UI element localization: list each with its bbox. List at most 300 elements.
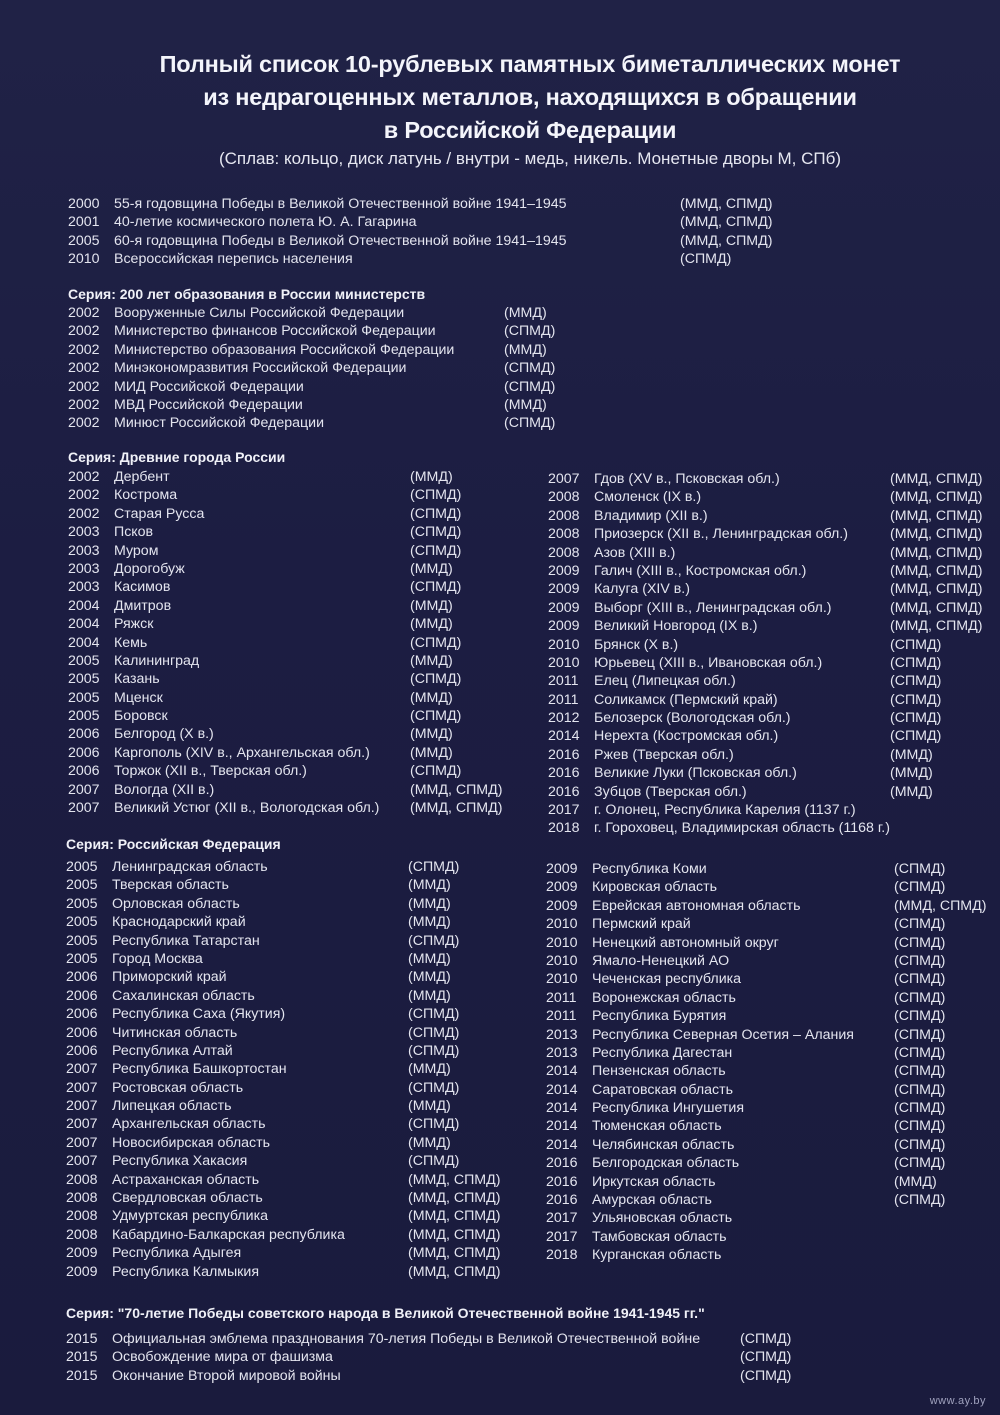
item-name: Иркутская область: [592, 1173, 716, 1190]
list-item: [66, 1244, 536, 1262]
item-year: 2012: [548, 710, 580, 727]
item-name: 55-я годовщина Победы в Великой Отечественной войне 1941–1945: [114, 196, 567, 212]
list-item: [546, 1154, 998, 1172]
list-item: [68, 304, 668, 322]
list-item: [548, 819, 998, 837]
item-name: Министерство финансов Российской Федерации: [114, 323, 436, 340]
list-item: [66, 858, 536, 876]
list-item: [548, 746, 998, 764]
item-year: 2003: [68, 560, 100, 577]
item-name: Елец (Липецкая обл.): [594, 673, 736, 690]
item-name: Дмитров: [114, 597, 172, 614]
item-mint: (ММД, СПМД): [680, 214, 773, 231]
item-name: Всероссийская перепись населения: [114, 251, 353, 268]
item-mint: (ММД, СПМД): [408, 1171, 501, 1188]
list-item: [68, 744, 538, 762]
item-name: Боровск: [114, 708, 168, 725]
item-year: 2006: [66, 1024, 98, 1041]
list-item: [546, 970, 998, 988]
item-year: 2018: [546, 1247, 578, 1264]
list-item: [546, 1081, 998, 1099]
item-mint: (СПМД): [408, 1153, 460, 1170]
item-name: Выборг (XIII в., Ленинградская обл.): [594, 599, 832, 616]
item-year: 2009: [66, 1245, 98, 1262]
list-item: [66, 932, 536, 950]
section-heading-victory70: Серия: "70-летие Победы советского народа в Великой Отечественной войне 1941-1945 гг.": [66, 1305, 705, 1321]
item-name: Тюменская область: [592, 1118, 722, 1135]
list-item: [546, 915, 998, 933]
item-mint: (СПМД): [408, 1042, 460, 1059]
item-mint: (СПМД): [410, 542, 462, 559]
item-year: 2007: [66, 1116, 98, 1133]
page-title: [60, 48, 1000, 147]
item-year: 2002: [68, 378, 100, 395]
list-item: [548, 507, 998, 525]
item-year: 2015: [66, 1331, 98, 1347]
item-year: 2007: [66, 1098, 98, 1115]
item-name: Белгородская область: [592, 1155, 740, 1172]
item-name: Воронежская область: [592, 989, 736, 1006]
watermark: www.ay.by: [929, 1395, 986, 1407]
list-item: [546, 1228, 998, 1246]
title-line-3: в Российской Федерации: [383, 117, 677, 143]
list-item: [66, 1115, 536, 1133]
title-line-2: из недрагоценных металлов, находящихся в обращении: [203, 84, 857, 110]
list-item: [548, 599, 998, 617]
item-mint: (СПМД): [504, 378, 556, 395]
item-name: Соликамск (Пермский край): [594, 691, 778, 708]
item-mint: (СПМД): [890, 673, 942, 690]
item-name: Новосибирская область: [112, 1134, 271, 1151]
list-item: [68, 213, 788, 231]
item-name: Владимир (XII в.): [594, 507, 708, 524]
item-mint: (ММД): [408, 1098, 451, 1115]
item-mint: (СПМД): [894, 971, 946, 988]
item-name: Псков: [114, 524, 154, 541]
item-name: Торжок (XII в., Тверская обл.): [114, 763, 307, 780]
item-year: 2009: [66, 1263, 98, 1280]
list-item: [68, 725, 538, 743]
list-item: [548, 544, 998, 562]
item-mint: (ММД): [410, 616, 453, 633]
item-name: г. Олонец, Республика Карелия (1137 г.): [594, 802, 856, 819]
list-item: [548, 562, 998, 580]
list-item: [66, 1097, 536, 1115]
item-year: 2014: [546, 1136, 578, 1153]
item-mint: (ММД, СПМД): [890, 489, 983, 506]
item-year: 2015: [66, 1367, 98, 1384]
item-name: Юрьевец (XIII в., Ивановская обл.): [594, 654, 823, 671]
item-mint: (СПМД): [890, 728, 942, 745]
item-mint: (СПМД): [894, 934, 946, 951]
item-name: Город Москва: [112, 950, 203, 967]
item-mint: (СПМД): [408, 1024, 460, 1041]
item-year: 2008: [548, 544, 580, 561]
item-name: Архангельская область: [112, 1116, 266, 1133]
item-name: Республика Хакасия: [112, 1153, 248, 1170]
item-name: Республика Саха (Якутия): [112, 1006, 286, 1023]
item-name: Амурская область: [592, 1192, 712, 1209]
item-year: 2017: [548, 802, 580, 819]
list-item: [546, 952, 998, 970]
list-item: [68, 486, 538, 504]
item-year: 2008: [548, 489, 580, 506]
list-item: [68, 615, 538, 633]
list-item: [68, 359, 668, 377]
item-year: 2005: [68, 708, 100, 725]
item-year: 2016: [548, 746, 580, 763]
item-mint: (ММД, СПМД): [890, 544, 983, 561]
item-year: 2006: [68, 726, 100, 743]
item-mint: (ММД, СПМД): [890, 507, 983, 524]
item-year: 2004: [68, 616, 100, 633]
list-item: [68, 560, 538, 578]
item-name: Кострома: [114, 487, 178, 504]
list-item: [548, 580, 998, 598]
item-mint: (ММД, СПМД): [408, 1263, 501, 1280]
item-mint: (ММД, СПМД): [408, 1226, 501, 1243]
section-heading-ancient-towns: Серия: Древние города России: [68, 449, 286, 465]
list-item: [546, 1117, 998, 1135]
ancient-towns-left-list: [68, 468, 538, 817]
item-year: 2008: [66, 1226, 98, 1243]
item-year: 2009: [548, 562, 580, 579]
item-mint: (СПМД): [894, 879, 946, 896]
item-year: 2010: [546, 916, 578, 933]
item-name: Министерство образования Российской Федерации: [114, 341, 455, 358]
item-year: 2006: [68, 763, 100, 780]
item-mint: (ММД, СПМД): [890, 562, 983, 579]
ministries-list: [68, 304, 668, 433]
item-year: 2001: [68, 214, 100, 231]
item-year: 2002: [68, 415, 100, 432]
item-year: 2003: [68, 542, 100, 559]
item-mint: (ММД): [408, 987, 451, 1004]
item-year: 2018: [548, 820, 580, 837]
item-year: 2002: [68, 487, 100, 504]
list-item: [66, 1171, 536, 1189]
item-mint: (ММД): [408, 877, 451, 894]
list-item: [548, 783, 998, 801]
item-name: Астраханская область: [112, 1171, 260, 1188]
list-item: [66, 1024, 536, 1042]
item-mint: (СПМД): [410, 579, 462, 596]
item-name: Республика Башкортостан: [112, 1061, 287, 1078]
item-name: Освобождение мира от фашизма: [112, 1349, 333, 1366]
item-name: Кемь: [114, 634, 148, 651]
item-year: 2017: [546, 1210, 578, 1227]
list-item: [546, 1044, 998, 1062]
item-year: 2007: [548, 471, 580, 487]
item-name: Минэкономразвития Российской Федерации: [114, 360, 407, 377]
item-year: 2002: [68, 323, 100, 340]
item-year: 2009: [548, 581, 580, 598]
item-name: Ямало-Ненецкий АО: [592, 952, 730, 969]
list-item: [68, 689, 538, 707]
item-mint: (СПМД): [410, 505, 462, 522]
list-item: [68, 670, 538, 688]
item-name: Окончание Второй мировой войны: [112, 1367, 341, 1384]
item-year: 2017: [546, 1228, 578, 1245]
list-item: [548, 617, 998, 635]
item-mint: (ММД, СПМД): [680, 196, 773, 212]
item-name: Касимов: [114, 579, 171, 596]
item-name: Галич (XIII в., Костромская обл.): [594, 562, 807, 579]
list-item: [68, 414, 668, 432]
list-item: [66, 1330, 826, 1348]
item-name: г. Гороховец, Владимирская область (1168 г.): [594, 820, 890, 837]
list-item: [66, 913, 536, 931]
item-mint: (СПМД): [894, 952, 946, 969]
item-name: Мценск: [114, 689, 163, 706]
list-item: [68, 341, 668, 359]
item-name: Гдов (XV в., Псковская обл.): [594, 471, 780, 487]
item-mint: (СПМД): [504, 415, 556, 432]
item-year: 2006: [68, 744, 100, 761]
item-name: Пермский край: [592, 916, 691, 933]
list-item: [546, 1062, 998, 1080]
item-name: Муром: [114, 542, 159, 559]
list-item: [66, 1005, 536, 1023]
item-mint: (ММД, СПМД): [890, 581, 983, 598]
list-item: [66, 1079, 536, 1097]
item-name: Республика Дагестан: [592, 1044, 733, 1061]
item-year: 2014: [546, 1063, 578, 1080]
item-name: Ростовская область: [112, 1079, 244, 1096]
item-year: 2002: [68, 396, 100, 413]
list-item: [546, 1209, 998, 1227]
item-year: 2007: [66, 1079, 98, 1096]
item-name: Курганская область: [592, 1247, 722, 1264]
item-mint: (ММД): [890, 765, 933, 782]
item-year: 2010: [546, 934, 578, 951]
item-mint: (ММД): [410, 560, 453, 577]
item-mint: (СПМД): [410, 763, 462, 780]
item-year: 2006: [66, 987, 98, 1004]
item-mint: (СПМД): [408, 932, 460, 949]
item-name: Калуга (XIV в.): [594, 581, 690, 598]
item-mint: (ММД): [410, 689, 453, 706]
item-year: 2003: [68, 524, 100, 541]
item-name: Каргополь (XIV в., Архангельская обл.): [114, 744, 370, 761]
list-item: [546, 989, 998, 1007]
item-mint: (ММД): [504, 305, 547, 321]
item-mint: (СПМД): [410, 634, 462, 651]
item-mint: (ММД, СПМД): [408, 1208, 501, 1225]
item-mint: (СПМД): [408, 1006, 460, 1023]
item-year: 2005: [66, 877, 98, 894]
item-mint: (СПМД): [894, 861, 946, 877]
item-mint: (СПМД): [894, 1100, 946, 1117]
list-item: [66, 1134, 536, 1152]
item-year: 2011: [548, 673, 579, 690]
item-mint: (СПМД): [894, 989, 946, 1006]
item-name: Читинская область: [112, 1024, 238, 1041]
intro-list: [68, 195, 788, 269]
item-mint: (ММД): [408, 914, 451, 931]
item-mint: (СПМД): [504, 360, 556, 377]
item-name: МВД Российской Федерации: [114, 396, 303, 413]
item-mint: (ММД): [894, 1173, 937, 1190]
list-item: [546, 1136, 998, 1154]
item-name: Чеченская республика: [592, 971, 742, 988]
item-year: 2015: [66, 1349, 98, 1366]
list-item: [66, 950, 536, 968]
item-mint: (ММД, СПМД): [890, 471, 983, 487]
item-name: Приморский край: [112, 969, 227, 986]
item-year: 2007: [68, 800, 100, 817]
list-item: [546, 1191, 998, 1209]
list-item: [66, 1367, 826, 1385]
item-mint: (СПМД): [890, 691, 942, 708]
item-name: Вооруженные Силы Российской Федерации: [114, 305, 405, 321]
item-mint: (СПМД): [894, 1155, 946, 1172]
list-item: [68, 542, 538, 560]
list-item: [68, 781, 538, 799]
item-name: Республика Северная Осетия – Алания: [592, 1026, 854, 1043]
list-item: [66, 987, 536, 1005]
list-item: [548, 636, 998, 654]
item-name: Белгород (X в.): [114, 726, 214, 743]
item-name: Официальная эмблема празднования 70-летия Победы в Великой Отечественной войне: [112, 1331, 701, 1347]
item-mint: (ММД, СПМД): [894, 897, 987, 914]
item-name: Вологда (XII в.): [114, 781, 215, 798]
ancient-towns-right-list: [548, 470, 998, 838]
item-year: 2005: [66, 932, 98, 949]
list-item: [546, 1246, 998, 1264]
item-mint: (ММД): [408, 1061, 451, 1078]
item-name: Нерехта (Костромская обл.): [594, 728, 779, 745]
item-year: 2014: [546, 1081, 578, 1098]
item-name: Липецкая область: [112, 1098, 232, 1115]
item-mint: (СПМД): [408, 1116, 460, 1133]
item-name: Смоленск (IX в.): [594, 489, 702, 506]
item-year: 2007: [68, 781, 100, 798]
list-item: [548, 691, 998, 709]
item-mint: (СПМД): [894, 916, 946, 933]
item-mint: (ММД): [504, 341, 547, 358]
item-mint: (ММД): [408, 1134, 451, 1151]
item-name: Азов (XIII в.): [594, 544, 676, 561]
item-year: 2016: [548, 765, 580, 782]
item-name: Пензенская область: [592, 1063, 726, 1080]
item-year: 2016: [546, 1173, 578, 1190]
item-year: 2016: [548, 783, 580, 800]
item-year: 2005: [66, 950, 98, 967]
list-item: [548, 654, 998, 672]
list-item: [66, 876, 536, 894]
list-item: [66, 1263, 536, 1281]
item-mint: (СПМД): [890, 636, 942, 653]
item-mint: (ММД): [408, 895, 451, 912]
list-item: [66, 1042, 536, 1060]
item-mint: (СПМД): [740, 1331, 792, 1347]
item-year: 2005: [66, 859, 98, 875]
item-mint: (СПМД): [890, 654, 942, 671]
item-year: 2004: [68, 597, 100, 614]
list-item: [66, 1207, 536, 1225]
item-year: 2005: [68, 689, 100, 706]
item-mint: (ММД): [890, 746, 933, 763]
item-year: 2014: [548, 728, 580, 745]
item-mint: (ММД): [890, 783, 933, 800]
item-name: Краснодарский край: [112, 914, 246, 931]
list-item: [548, 672, 998, 690]
item-name: Дорогобуж: [114, 560, 185, 577]
list-item: [66, 968, 536, 986]
item-year: 2005: [68, 652, 100, 669]
item-name: Орловская область: [112, 895, 240, 912]
item-year: 2008: [66, 1208, 98, 1225]
item-year: 2006: [66, 969, 98, 986]
item-year: 2006: [66, 1006, 98, 1023]
item-year: 2007: [66, 1134, 98, 1151]
item-year: 2008: [548, 507, 580, 524]
item-name: Брянск (X в.): [594, 636, 679, 653]
item-year: 2011: [546, 989, 577, 1006]
list-item: [68, 707, 538, 725]
list-item: [548, 764, 998, 782]
item-year: 2009: [546, 861, 578, 877]
list-item: [546, 860, 998, 878]
item-year: 2007: [66, 1153, 98, 1170]
item-name: МИД Российской Федерации: [114, 378, 304, 395]
list-item: [68, 762, 538, 780]
item-year: 2016: [546, 1155, 578, 1172]
list-item: [68, 250, 788, 268]
item-name: Калининград: [114, 652, 200, 669]
item-mint: (ММД, СПМД): [680, 232, 773, 249]
list-item: [68, 396, 668, 414]
item-year: 2002: [68, 505, 100, 522]
item-mint: (ММД): [408, 950, 451, 967]
item-mint: (СПМД): [410, 671, 462, 688]
item-year: 2011: [548, 691, 579, 708]
list-item: [68, 195, 788, 213]
item-mint: (ММД): [408, 969, 451, 986]
list-item: [68, 378, 668, 396]
item-mint: (ММД): [410, 652, 453, 669]
item-year: 2013: [546, 1026, 578, 1043]
list-item: [546, 1173, 998, 1191]
item-name: Республика Бурятия: [592, 1008, 727, 1025]
item-name: Республика Алтай: [112, 1042, 233, 1059]
list-item: [68, 523, 538, 541]
item-year: 2016: [546, 1192, 578, 1209]
item-name: Еврейская автономная область: [592, 897, 801, 914]
item-name: Саратовская область: [592, 1081, 734, 1098]
section-heading-federation: Серия: Российская Федерация: [66, 836, 281, 852]
item-mint: (ММД, СПМД): [410, 781, 503, 798]
list-item: [68, 597, 538, 615]
list-item: [546, 1099, 998, 1117]
item-year: 2000: [68, 196, 100, 212]
list-item: [66, 1348, 826, 1366]
item-name: Тверская область: [112, 877, 229, 894]
item-year: 2005: [68, 232, 100, 249]
item-name: Приозерск (XII в., Ленинградская обл.): [594, 526, 848, 543]
item-year: 2002: [68, 360, 100, 377]
item-year: 2004: [68, 634, 100, 651]
list-item: [546, 1007, 998, 1025]
item-mint: (СПМД): [504, 323, 556, 340]
item-name: 40-летие космического полета Ю. А. Гагарина: [114, 214, 417, 231]
item-mint: (ММД, СПМД): [890, 599, 983, 616]
item-mint: (СПМД): [894, 1026, 946, 1043]
item-mint: (СПМД): [894, 1118, 946, 1135]
item-year: 2005: [66, 914, 98, 931]
item-mint: (ММД): [410, 744, 453, 761]
